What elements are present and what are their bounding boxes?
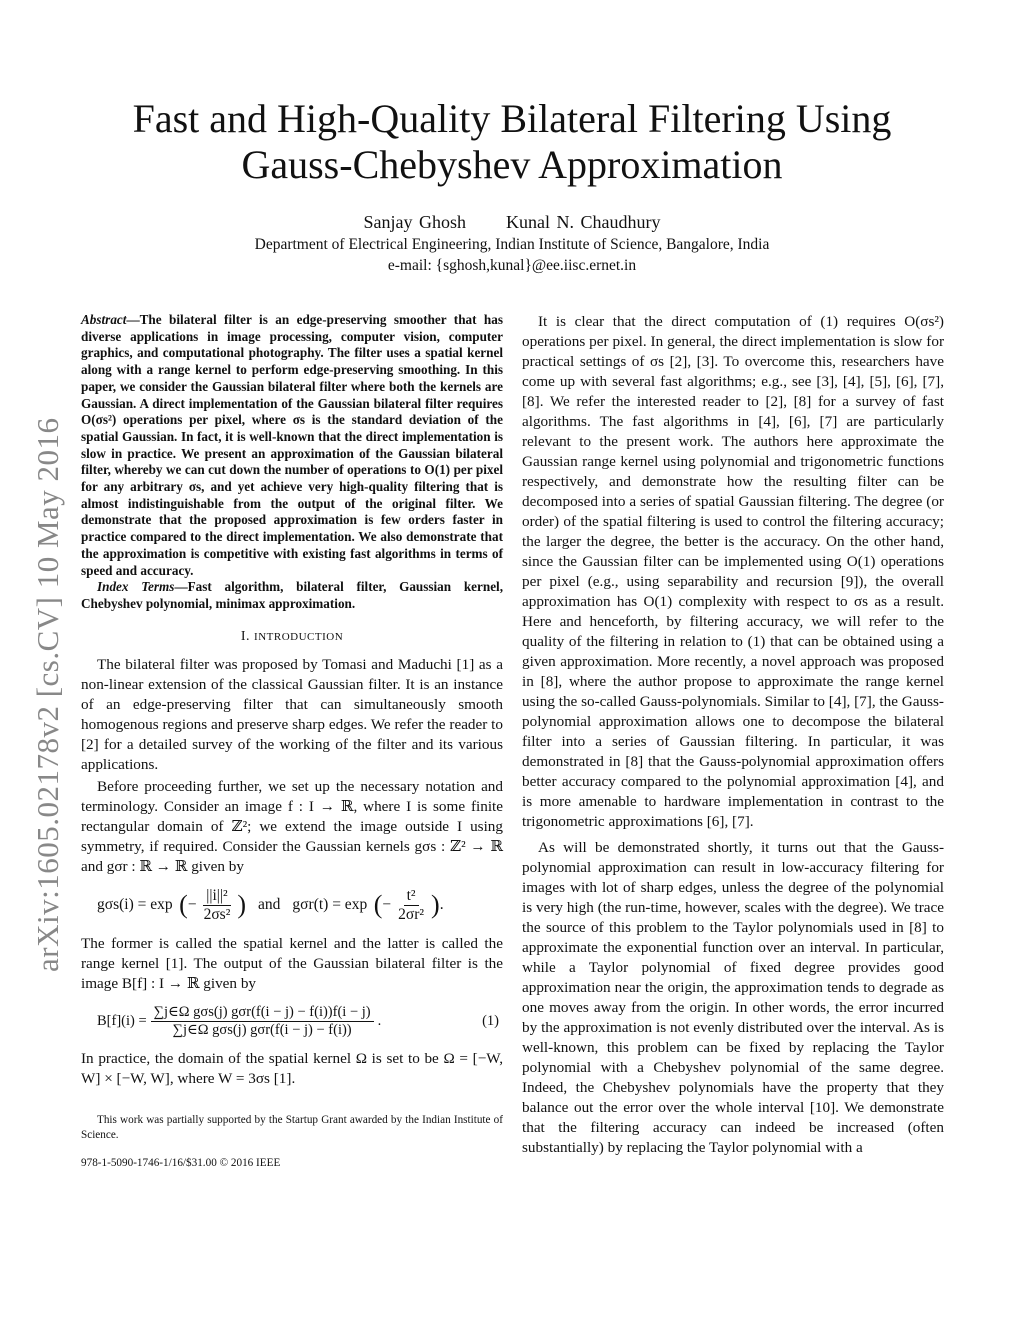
left-column — [81, 312, 503, 1169]
abstract-text: The bilateral filter is an edge-preserving smoother that has diverse applications in image processing, computer vision, computer graphics, and computational photography. The filter uses a spatial kernel along with a range kernel to perform edge-preserving smoothing. In this paper, we consider the Gaussian bilateral filter where both the kernels are Gaussian. A direct implementation of the Gaussian bilateral filter requires O(σs²) operations per pixel, where σs is the standard deviation of the spatial Gaussian. In fact, it is well-known that the direct implementation is slow in practice. We present an approximation of the Gaussian bilateral filter, whereby we can cut down the number of operations to O(1) per pixel for any arbitrary σs, and yet achieve very high-quality filtering that is almost indistinguishable from the output of the original filter. We demonstrate that the proposed approximation is few orders faster in practice compared to the direct implementation. We also demonstrate that the approximation is competitive with existing fast algorithms in terms of speed and accuracy. — [81, 312, 503, 578]
index-terms: Index Terms—Fast algorithm, bilateral filter, Gaussian kernel, Chebyshev polynomial, minimax approximation. — [81, 579, 504, 611]
equation-1-fraction — [151, 1004, 374, 1039]
spatial-kernel-numerator: ||i||² — [203, 887, 230, 906]
intro-paragraph-3: The former is called the spatial kernel and the latter is called the range kernel [1]. The output of the Gaussian bilateral filter is the image B[f] : I → ℝ given by — [81, 934, 503, 992]
right-paragraph-2: As will be demonstrated shortly, it turns out that the Gauss-polynomial approximation can result in low-accuracy filtering for images with lot of sharp edges, unless the degree of the polynomial is very high (the run-time, however, scales with the degree). We trace the source of this problem to the Taylor polynomials used in [8] to approximate the exponential function over an interval. In particular, while a Taylor polynomial of fixed degree provides good approximation near the origin, the approximation tends to degrade as one moves away from the origin. In other words, the error incurred by the approximation is not evenly distributed over the interval. As is well-known, this problem can be fixed by replacing the Taylor polynomial with a Chebyshev polynomial of the same degree. Indeed, the Chebyshev polynomials have the property that they balance out the error over the whole interval [10]. We demonstrate that the filtering accuracy can indeed be increased (often substantially) by replacing the Taylor polynomial with a — [522, 839, 944, 1156]
author-name: Sanjay Ghosh — [363, 212, 466, 232]
affiliation: Department of Electrical Engineering, Indian Institute of Science, Bangalore, India — [254, 236, 770, 253]
range-kernel-numerator: t² — [404, 887, 419, 906]
footnote: This work was partially supported by the Startup Grant awarded by the Indian Institute of Science. — [81, 1113, 503, 1141]
range-kernel-fraction — [395, 887, 427, 924]
spatial-kernel-denominator: 2σs² — [203, 905, 231, 923]
spatial-kernel-lhs: gσs(i) = exp — [97, 896, 173, 914]
right-column — [522, 312, 944, 1158]
right-paragraph-1: It is clear that the direct computation of (1) requires O(σs²) operations per pixel. In general, the direct implementation is slow for practical settings of σs [2], [3]. To overcome this, researchers have come up with several fast algorithms; e.g., see [3], [4], [5], [6], [7], [8]. We refer the interested reader to [2], [8] for a survey of fast algorithms. The fast algorithms in [4], [6], [7] are particularly relevant to the present work. The authors here approximate the Gaussian range kernel using polynomial and trigonometric functions respectively, and demonstrate how the resulting filter can be decomposed into a series of spatial Gaussian filtering. The degree (or order) of the spatial filtering is used to control the filtering accuracy; the larger the degree, the better is the accuracy. On the other hand, since the Gaussian filter can be implemented using O(1) operations per pixel (e.g., using separability and recursion [9]), the overall approximation has O(1) complexity with respect to σs as a result. Here and henceforth, by filtering accuracy, we will refer to the quality of the filtering in relation to (1) that can be obtained using a given approximation. More recently, a novel approach was proposed in [8], where the author propose to approximate the range kernel using the so-called Gauss-polynomials. Similar to [4], [7], the Gauss-polynomial approximation allows one to decompose the bilateral filter into a series of Gaussian filtering. In particular, it was demonstrated in [8] that the Gauss-polynomial approximation offers better accuracy compared to the polynomial approximation [4], and is more amenable to hardware implementation in contrast to the trigonometric approximations [6], [7]. — [522, 313, 944, 830]
author-email[interactable]: e-mail: {sghosh,kunal}@ee.iisc.ernet.in — [387, 257, 637, 274]
intro-paragraph-1: The bilateral filter was proposed by Tomasi and Maduchi [1] as a non-linear extension of the classical Gaussian filter. It is an instance of an edge-preserving filter that can simultaneously smooth homogenous regions and preserve sharp edges. We refer the reader to [2] for a detailed survey of the working of the filter and its various applications. — [81, 655, 503, 773]
paper-title — [80, 96, 944, 188]
equation-and: and — [258, 896, 281, 914]
range-kernel-lhs: gσr(t) = exp — [292, 896, 368, 914]
abstract: Abstract—The bilateral filter is an edge-preserving smoother that has diverse applications in image processing, computer vision, computer graphics, and computational photography. The filter uses a spatial kernel along with a range kernel to perform edge-preserving smoothing. In this paper, we consider the Gaussian bilateral filter where both the kernels are Gaussian. A direct implementation of the Gaussian bilateral filter requires O(σs²) operations per pixel, where σs is the standard deviation of the spatial Gaussian. In fact, it is well-known that the direct implementation is slow in practice. We present an approximation of the Gaussian bilateral filter, whereby we can cut down the number of operations to O(1) per pixel for any arbitrary σs, and yet achieve very high-quality filtering that is almost indistinguishable from the output of the original filter. We demonstrate that the proposed approximation is few orders faster in practice compared to the direct implementation. We also demonstrate that the approximation is competitive with existing fast algorithms in terms of speed and accuracy. — [81, 312, 503, 578]
equation-1: B[f](i) = $\frac{\text{∑j∈Ω gσs(j) gσr(f(i − j) − f(i))f(i − j)}}{\text{∑j∈Ω gσs(j) gσr(f(i − j) − f(i))}}$ . (1) — [97, 1004, 503, 1039]
author-name: Kunal N. Chaudhury — [506, 212, 661, 232]
equation-1-denominator: ∑j∈Ω gσs(j) gσr(f(i − j) − f(i)) — [172, 1021, 352, 1038]
range-kernel-denominator: 2σr² — [398, 905, 425, 923]
copyright-notice: 978-1-5090-1746-1/16/$31.00 © 2016 IEEE — [81, 1156, 281, 1169]
spatial-kernel-fraction — [201, 887, 234, 924]
abstract-label: Abstract — [81, 312, 127, 327]
author-list — [80, 212, 944, 233]
index-terms-text: Fast algorithm, bilateral filter, Gaussian kernel, Chebyshev polynomial, minimax approximation. — [81, 579, 504, 611]
title-line-1: Fast and High-Quality Bilateral Filtering Using — [132, 96, 892, 141]
equation-1-numerator: ∑j∈Ω gσs(j) gσr(f(i − j) − f(i))f(i − j) — [151, 1004, 374, 1022]
equation-1-lhs: B[f](i) = — [97, 1012, 147, 1029]
kernel-equations: gσs(i) = exp ( − $\frac{\text{||i||²}}{\text{2σs²}}$ ) and gσr(t) = exp ( − $\frac{\text{t²}}{\text{2σr²}}$ ) . — [97, 886, 444, 923]
section-heading — [81, 629, 503, 645]
title-line-2: Gauss-Chebyshev Approximation — [241, 142, 783, 187]
intro-paragraph-2: Before proceeding further, we set up the necessary notation and terminology. Consider an image f : I → ℝ, where I is some finite rectangular domain of ℤ²; we extend the image outside I using symmetry, if required. Consider the Gaussian kernels gσs : ℤ² → ℝ and gσr : ℝ → ℝ given by — [81, 777, 503, 875]
arxiv-identifier[interactable]: arXiv:1605.02178v2 [cs.CV] 10 May 2016 — [30, 417, 65, 972]
section-title: INTRODUCTION — [254, 630, 344, 643]
index-terms-label: Index Terms — [97, 579, 175, 595]
section-number: I. — [240, 628, 251, 644]
intro-paragraph-4: In practice, the domain of the spatial kernel Ω is set to be Ω = [−W, W] × [−W, W], where W = 3σs [1]. — [81, 1049, 503, 1087]
equation-number: (1) — [482, 1012, 499, 1029]
